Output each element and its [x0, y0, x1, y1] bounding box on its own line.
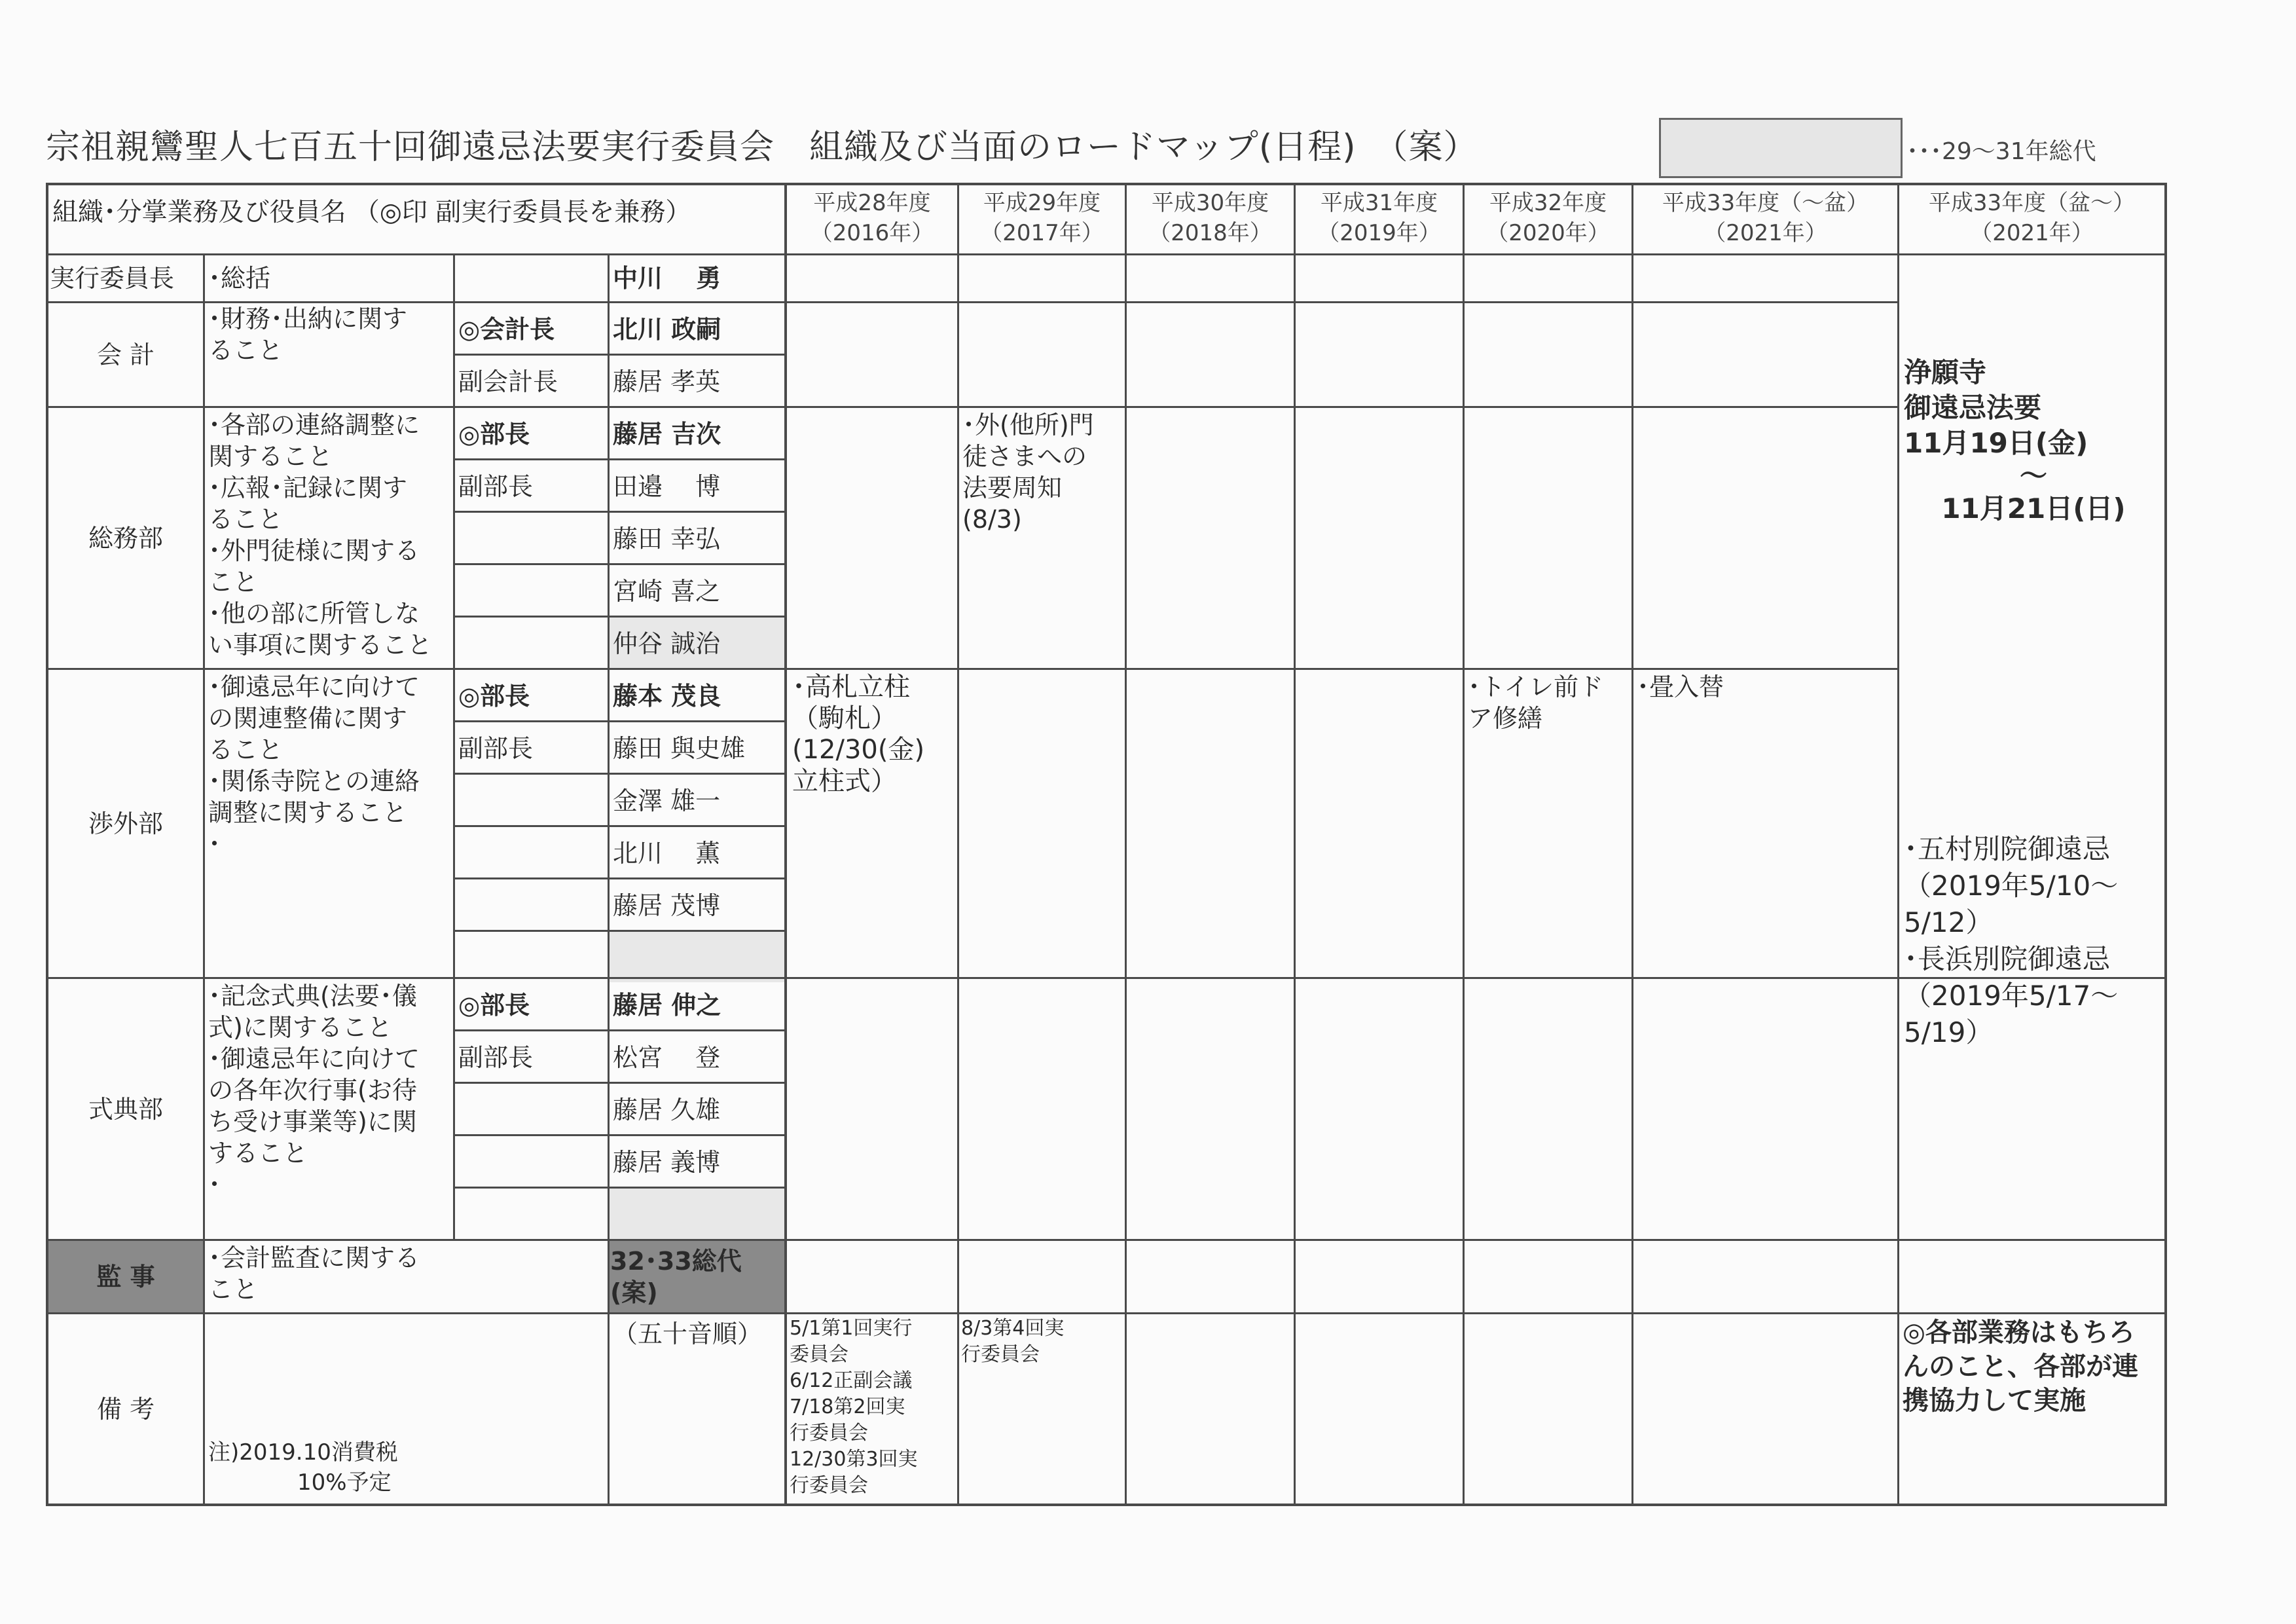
- kanji-name: 32･33総代(案): [610, 1246, 742, 1307]
- legend-swatch: [1659, 118, 1903, 178]
- soumu-name-4: 仲谷 誠治: [613, 629, 721, 658]
- kaikei-name-0: 北川 政嗣: [613, 315, 721, 344]
- shougai-name-3: 北川 薫: [613, 839, 721, 868]
- soumu-role-1: 副部長: [458, 472, 534, 501]
- other-events: ･五村別院御遠忌 （2019年5/10～ 5/12） ･長浜別院御遠忌 （2019年5/17～ 5/19）: [1904, 833, 2119, 1048]
- soumu-dept: 総務部: [88, 523, 163, 553]
- header-year-2021a: 平成33年度（～盆） （2021年）: [1662, 190, 1869, 246]
- shikiten-name-3: 藤居 義博: [613, 1148, 721, 1177]
- exec-name: 中川 勇: [613, 264, 721, 293]
- roadmap-table: [46, 183, 2167, 1506]
- shougai-role-1: 副部長: [458, 734, 534, 763]
- header-org: 組織･分掌業務及び役員名 （◎印 副実行委員長を兼務）: [52, 198, 691, 227]
- shougai-name-4: 藤居 茂博: [613, 891, 721, 920]
- exec-duty: ･総括: [208, 264, 271, 293]
- bikou-2016: 5/1第1回実行 委員会 6/12正副会議 7/18第2回実 行委員会 12/30第3回実 行委員会: [790, 1317, 918, 1497]
- shikiten-name-0: 藤居 伸之: [613, 991, 721, 1020]
- shikiten-duty: ･記念式典(法要･儀 式)に関すること ･御遠忌年に向けて の各年次行事(お待 ち受け事業等)に関 すること ･: [208, 982, 420, 1199]
- shougai-duty: ･御遠忌年に向けて の関連整備に関す ること ･関係寺院との連絡 調整に関すること ･: [208, 673, 420, 858]
- soumu-duty: ･各部の連絡調整に 関すること ･広報･記録に関す ること ･外門徒様に関する こと ･他の部に所管しな い事項に関すること: [208, 411, 433, 659]
- main-event-end: 11月21日(日): [1941, 493, 2126, 525]
- shougai-2016: ･高札立柱 （駒札） (12/30(金) 立柱式）: [792, 672, 925, 796]
- shaded-cell: [608, 930, 784, 982]
- shougai-role-0: ◎部長: [458, 682, 530, 710]
- kaikei-name-1: 藤居 孝英: [613, 367, 721, 396]
- header-year-2020: 平成32年度 （2020年）: [1486, 190, 1610, 246]
- shaded-cell: [608, 1187, 784, 1239]
- shougai-2021a: ･畳入替: [1637, 673, 1724, 701]
- shougai-2020: ･トイレ前ド ア修繕: [1468, 673, 1604, 733]
- bikou-2021b: ◎各部業務はもちろ んのこと、各部が連 携協力して実施: [1903, 1318, 2138, 1416]
- kaikei-duty: ･財務･出納に関す ること: [208, 304, 408, 365]
- shougai-name-1: 藤田 與史雄: [613, 734, 746, 763]
- soumu-name-3: 宮崎 喜之: [613, 577, 721, 606]
- bikou-order: （五十音順）: [613, 1320, 763, 1348]
- header-year-2019: 平成31年度 （2019年）: [1317, 190, 1441, 246]
- shougai-dept: 渉外部: [88, 809, 163, 838]
- header-year-2018: 平成30年度 （2018年）: [1148, 190, 1272, 246]
- header-year-2021b: 平成33年度（盆～） （2021年）: [1928, 190, 2136, 246]
- header-year-2017: 平成29年度 （2017年）: [980, 190, 1104, 246]
- shougai-name-2: 金澤 雄一: [613, 786, 721, 815]
- bikou-note: 注)2019.10消費税 10%予定: [208, 1439, 398, 1496]
- shikiten-name-2: 藤居 久雄: [613, 1096, 721, 1124]
- soumu-2017: ･外(他所)門 徒さまへの 法要周知 (8/3): [962, 411, 1094, 534]
- kaikei-role-0: ◎会計長: [458, 315, 555, 344]
- shikiten-role-1: 副部長: [458, 1043, 534, 1072]
- main-event: 浄願寺 御遠忌法要 11月19日(金): [1904, 356, 2088, 459]
- page-title: 宗祖親鸞聖人七百五十回御遠忌法要実行委員会 組織及び当面のロードマップ(日程) （案）: [46, 128, 1478, 167]
- soumu-name-1: 田邉 博: [613, 472, 721, 501]
- shikiten-dept: 式典部: [88, 1094, 163, 1124]
- soumu-name-2: 藤田 幸弘: [613, 525, 721, 553]
- shikiten-name-1: 松宮 登: [613, 1043, 721, 1072]
- kaikei-dept: 会 計: [96, 340, 155, 369]
- shougai-name-0: 藤本 茂良: [613, 682, 721, 710]
- soumu-role-0: ◎部長: [458, 420, 530, 449]
- kanji-dept: 監 事: [96, 1262, 155, 1291]
- kanji-duty: ･会計監査に関する こと: [208, 1244, 420, 1304]
- soumu-name-0: 藤居 吉次: [613, 420, 721, 449]
- legend-text: ･･･29～31年総代: [1906, 138, 2096, 165]
- kaikei-role-1: 副会計長: [458, 367, 558, 396]
- bikou-dept: 備 考: [96, 1394, 155, 1424]
- shikiten-role-0: ◎部長: [458, 991, 530, 1020]
- header-year-2016: 平成28年度 （2016年）: [810, 190, 934, 246]
- exec-dept: 実行委員長: [50, 264, 175, 293]
- main-event-tilde: ～: [2019, 460, 2047, 492]
- bikou-2017: 8/3第4回実 行委員会: [961, 1317, 1065, 1366]
